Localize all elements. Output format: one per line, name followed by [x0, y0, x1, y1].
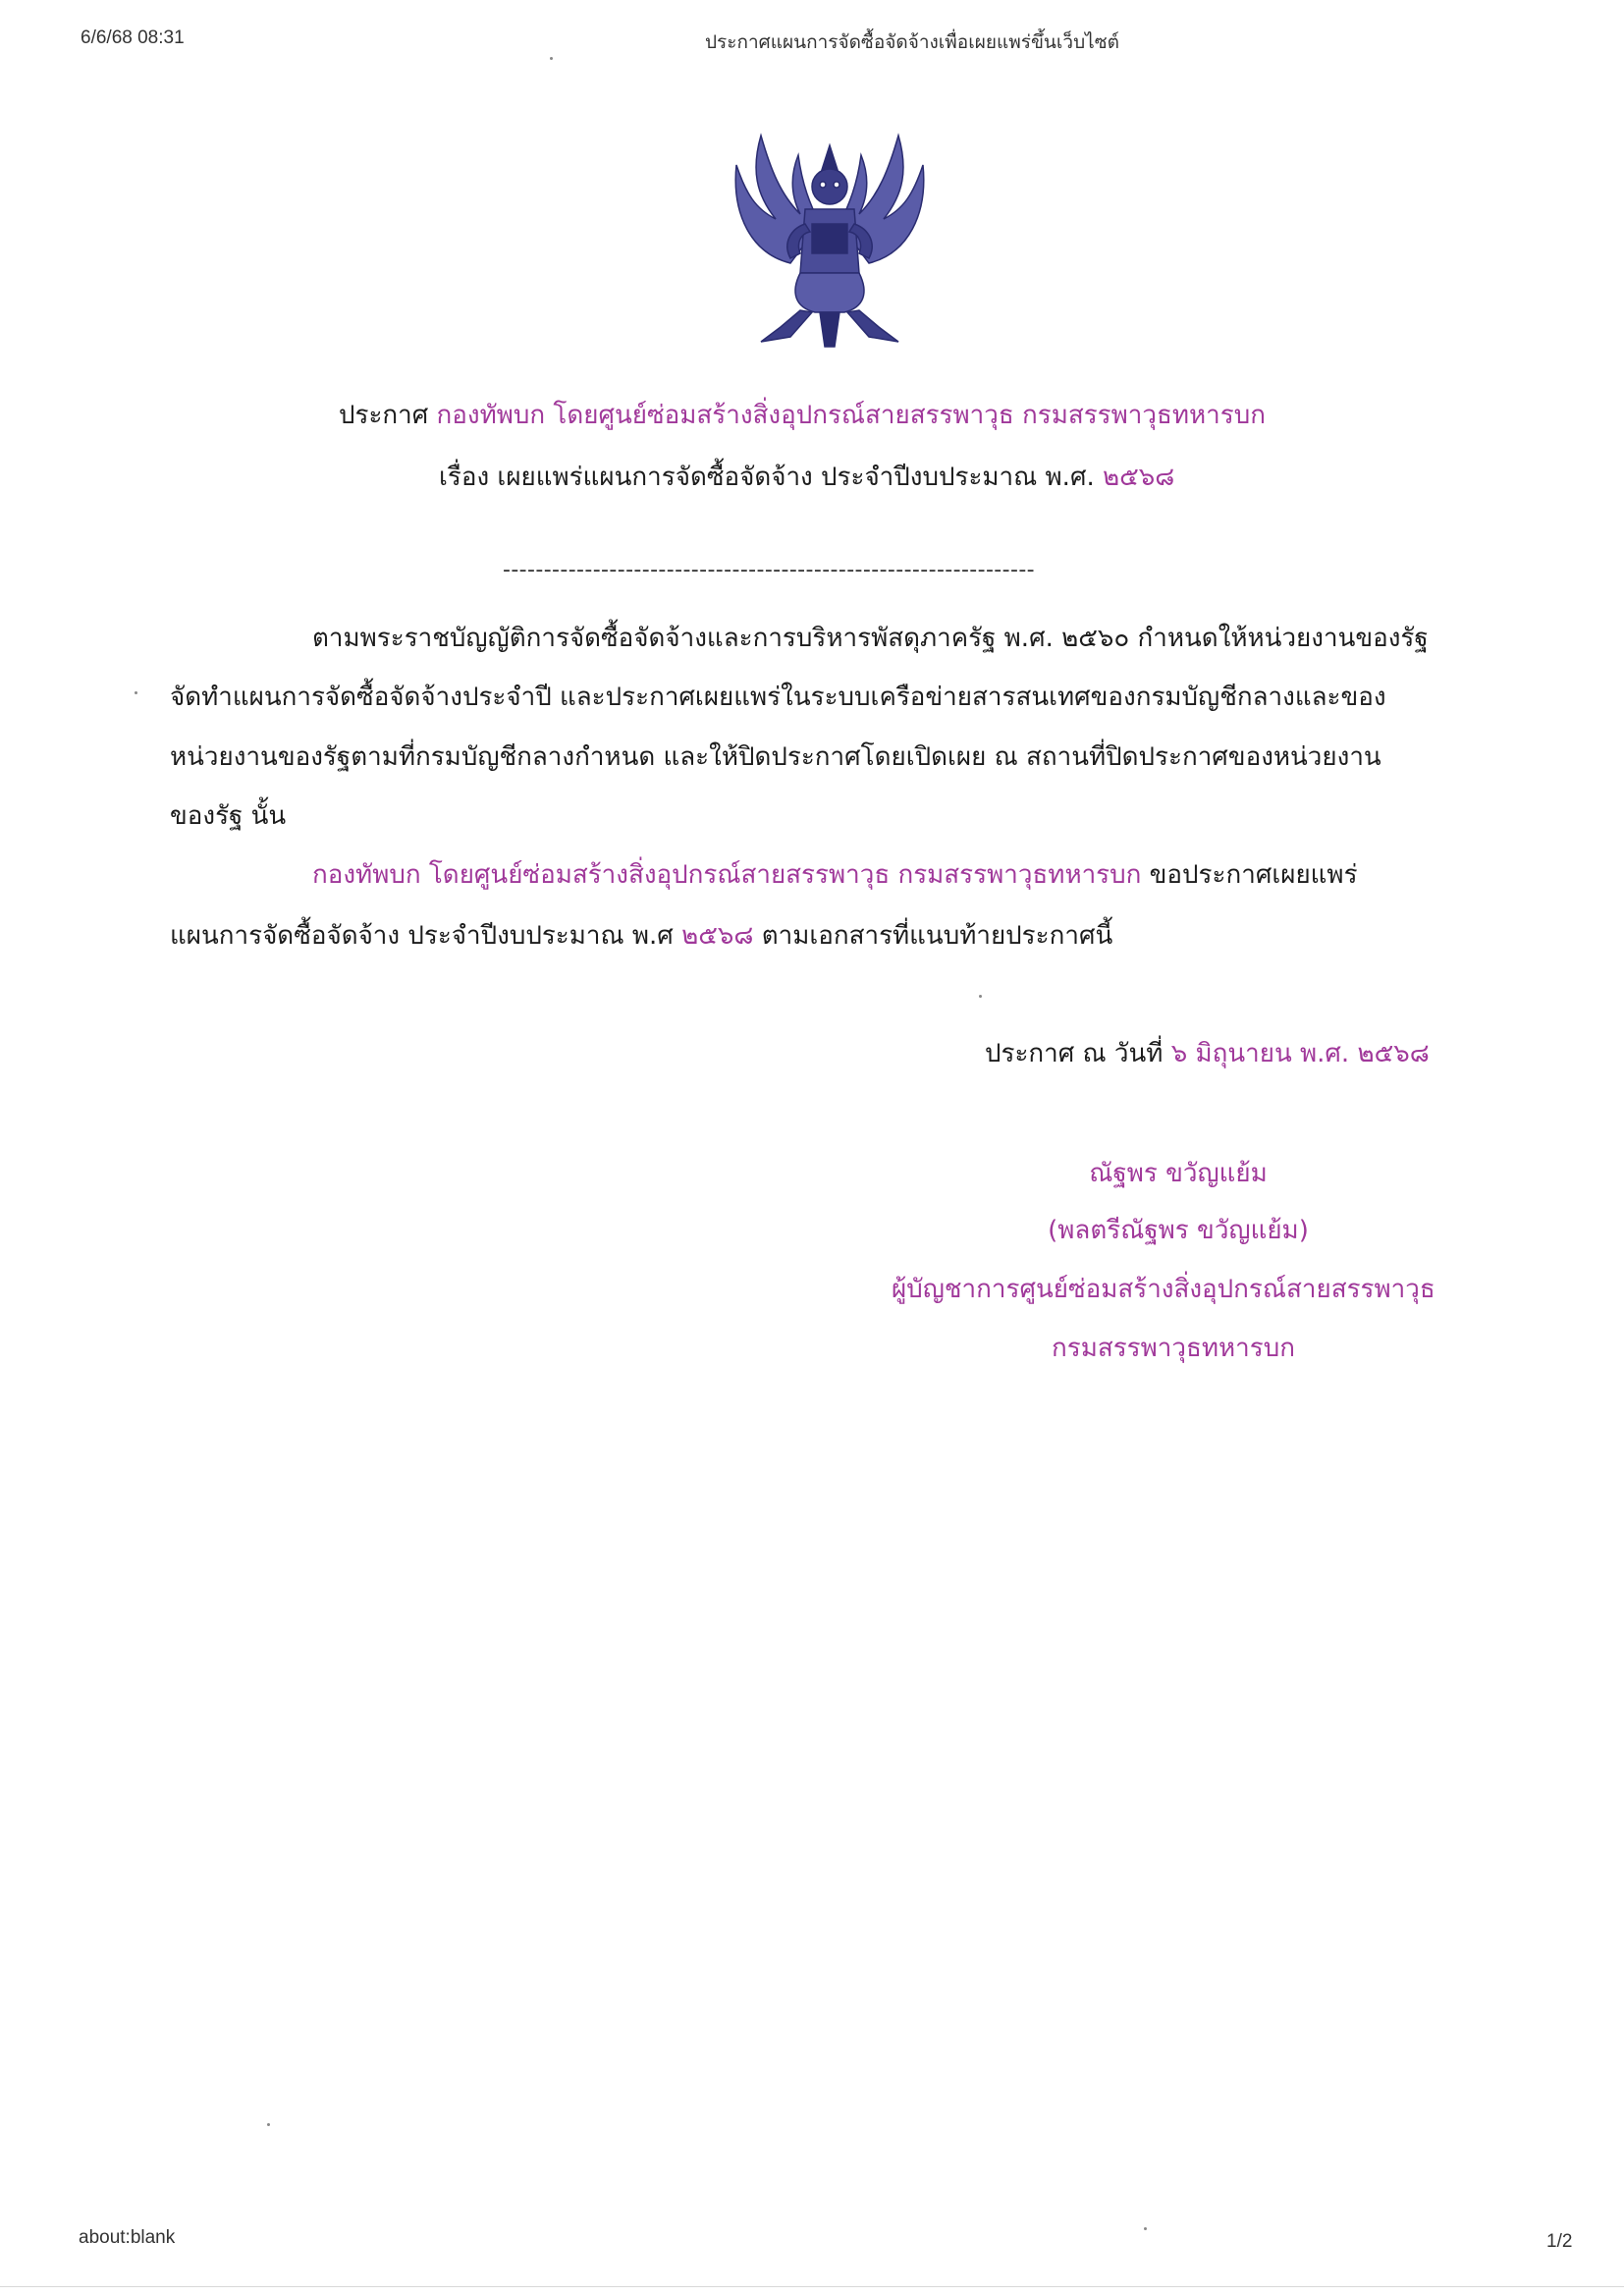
heading-organization: กองทัพบก โดยศูนย์ซ่อมสร้างสิ่งอุปกรณ์สายสรรพาวุธ กรมสรรพาวุธทหารบก: [436, 401, 1266, 430]
scan-speck: [267, 2123, 270, 2126]
divider-line: -----------------------------------------------------------------: [503, 558, 1036, 582]
paragraph2-line2: [170, 923, 1112, 949]
announcement-date: [985, 1041, 1430, 1066]
print-datetime: 6/6/68 08:31: [81, 27, 185, 48]
paragraph2-prefix: แผนการจัดซื้อจัดจ้าง ประจำปีงบประมาณ พ.ศ: [170, 921, 682, 951]
paragraph1-line1: ตามพระราชบัญญัติการจัดซื้อจัดจ้างและการบริหารพัสดุภาครัฐ พ.ศ. ๒๕๖๐ กำหนดให้หน่วยงานของรัฐ: [312, 624, 1429, 653]
signature-name: ณัฐพร ขวัญแย้ม: [1089, 1159, 1268, 1188]
announcement-heading: [339, 403, 1266, 428]
scan-speck: [550, 57, 553, 60]
subject-text: เรื่อง เผยแพร่แผนการจัดซื้อจัดจ้าง ประจำปีงบประมาณ พ.ศ.: [439, 463, 1095, 492]
paragraph2-rest: ขอประกาศเผยแพร่: [1141, 860, 1358, 890]
scan-edge: [0, 2286, 1624, 2287]
print-url: about:blank: [79, 2227, 176, 2248]
garuda-emblem-icon: [722, 116, 938, 352]
paragraph1-line3: หน่วยงานของรัฐตามที่กรมบัญชีกลางกำหนด และให้ปิดประกาศโดยเปิดเผย ณ สถานที่ปิดประกาศของหน่วยงาน: [170, 742, 1381, 772]
signature-full-name: (พลตรีณัฐพร ขวัญแย้ม): [1048, 1216, 1309, 1245]
paragraph2-organization: กองทัพบก โดยศูนย์ซ่อมสร้างสิ่งอุปกรณ์สายสรรพาวุธ กรมสรรพาวุธทหารบก: [312, 860, 1142, 890]
scan-speck: [1144, 2227, 1147, 2230]
paragraph1-line2: จัดทำแผนการจัดซื้อจัดจ้างประจำปี และประกาศเผยแพร่ในระบบเครือข่ายสารสนเทศของกรมบัญชีกลางและของ: [170, 683, 1386, 712]
heading-prefix: ประกาศ: [339, 401, 429, 430]
paragraph2-year: ๒๕๖๘: [681, 921, 754, 951]
date-value: ๖ มิถุนายน พ.ศ. ๒๕๖๘: [1170, 1039, 1430, 1068]
scan-speck: [135, 691, 137, 694]
scan-speck: [979, 995, 982, 998]
page-number: 1/2: [1546, 2231, 1573, 2252]
announcement-subject: [439, 465, 1174, 490]
paragraph1-line4: ของรัฐ นั้น: [170, 801, 287, 831]
paragraph2-suffix: ตามเอกสารที่แนบท้ายประกาศนี้: [753, 921, 1113, 951]
date-prefix: ประกาศ ณ วันที่: [985, 1039, 1171, 1068]
paragraph2-line1: [312, 862, 1358, 888]
print-title: ประกาศแผนการจัดซื้อจัดจ้างเพื่อเผยแพร่ขึ้นเว็บไซต์: [705, 32, 1119, 53]
subject-year: ๒๕๖๘: [1102, 463, 1175, 492]
signature-position: ผู้บัญชาการศูนย์ซ่อมสร้างสิ่งอุปกรณ์สายสรรพาวุธ: [892, 1275, 1435, 1304]
signature-department: กรมสรรพาวุธทหารบก: [1052, 1334, 1295, 1363]
